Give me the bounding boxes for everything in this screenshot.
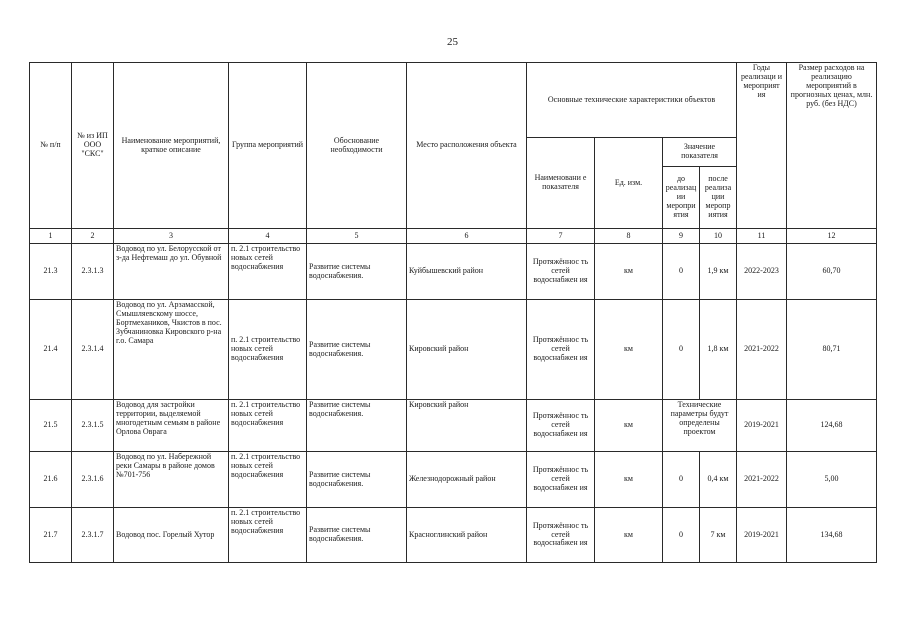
measure-name: Водовод по ул. Арзамасской, Смышляевскому шоссе, Бортмехаников, Чкистов в пос. Зубчаниновка Кировского р-на г.о. Самара — [114, 300, 229, 400]
measure-group: п. 2.1 строительство новых сетей водоснабжения — [229, 452, 307, 508]
value-before: 0 — [663, 244, 700, 300]
row-number: 21.7 — [30, 508, 72, 563]
years: 2019-2021 — [737, 508, 787, 563]
measure-name: Водовод по ул. Белорусской от з-да Нефтемаш до ул. Обувной — [114, 244, 229, 300]
ip-number: 2.3.1.3 — [72, 244, 114, 300]
value-before: 0 — [663, 452, 700, 508]
justification: Развитие системы водоснабжения. — [307, 452, 407, 508]
cost: 124,68 — [787, 400, 877, 452]
measure-name: Водовод по ул. Набережной реки Самары в районе домов №701-756 — [114, 452, 229, 508]
unit: км — [595, 452, 663, 508]
header-ip-number: № из ИП ООО "СКС" — [72, 63, 114, 229]
measure-group: п. 2.1 строительство новых сетей водоснабжения — [229, 300, 307, 400]
header-indicator-name: Наименовани е показателя — [527, 138, 595, 229]
indicator-name: Протяжённос ть сетей водоснабжен ия — [527, 244, 595, 300]
location: Железнодорожный район — [407, 452, 527, 508]
header-indicator-value: Значение показателя — [663, 138, 737, 167]
value-before: 0 — [663, 300, 700, 400]
column-number: 3 — [114, 229, 229, 244]
row-number: 21.6 — [30, 452, 72, 508]
table-row — [30, 508, 877, 563]
location: Кировский район — [407, 300, 527, 400]
ip-number: 2.3.1.6 — [72, 452, 114, 508]
unit: км — [595, 300, 663, 400]
header-value-after: после реализа ции меропр иятия — [700, 167, 737, 229]
unit: км — [595, 400, 663, 452]
location: Кировский район — [407, 400, 527, 452]
value-after: 1,9 км — [700, 244, 737, 300]
header-cost: Размер расходов на реализацию мероприятий в прогнозных ценах, млн. руб. (без НДС) — [787, 63, 877, 229]
row-number: 21.4 — [30, 300, 72, 400]
row-number: 21.5 — [30, 400, 72, 452]
header-unit: Ед. изм. — [595, 138, 663, 229]
table-row — [30, 400, 877, 452]
column-number: 10 — [700, 229, 737, 244]
years: 2021-2022 — [737, 300, 787, 400]
value-after: 1,8 км — [700, 300, 737, 400]
years: 2021-2022 — [737, 452, 787, 508]
column-number: 7 — [527, 229, 595, 244]
tech-params-note: Технические параметры будут определены проектом — [663, 400, 737, 452]
page-number: 25 — [447, 36, 458, 48]
ip-number: 2.3.1.4 — [72, 300, 114, 400]
header-years: Годы реализаци и мероприят ия — [737, 63, 787, 229]
row-number: 21.3 — [30, 244, 72, 300]
column-number-row — [30, 229, 877, 244]
justification: Развитие системы водоснабжения. — [307, 300, 407, 400]
column-number: 8 — [595, 229, 663, 244]
ip-number: 2.3.1.5 — [72, 400, 114, 452]
justification: Развитие системы водоснабжения. — [307, 400, 407, 452]
location: Куйбышевский район — [407, 244, 527, 300]
header-justification: Обоснование необходимости — [307, 63, 407, 229]
column-number: 5 — [307, 229, 407, 244]
column-number: 2 — [72, 229, 114, 244]
indicator-name: Протяжённос ть сетей водоснабжен ия — [527, 300, 595, 400]
cost: 80,71 — [787, 300, 877, 400]
justification: Развитие системы водоснабжения. — [307, 244, 407, 300]
table-row — [30, 244, 877, 300]
location: Красноглинский район — [407, 508, 527, 563]
header-measure-group: Группа мероприятий — [229, 63, 307, 229]
header-measure-name: Наименование мероприятий, краткое описание — [114, 63, 229, 229]
table-row — [30, 300, 877, 400]
column-number: 4 — [229, 229, 307, 244]
column-number: 12 — [787, 229, 877, 244]
indicator-name: Протяжённос ть сетей водоснабжен ия — [527, 508, 595, 563]
header-location: Место расположения объекта — [407, 63, 527, 229]
indicator-name: Протяжённос ть сетей водоснабжен ия — [527, 452, 595, 508]
table-row — [30, 452, 877, 508]
measure-name: Водовод пос. Горелый Хутор — [114, 508, 229, 563]
cost: 134,68 — [787, 508, 877, 563]
header-value-before: до реализац ии меропри ятия — [663, 167, 700, 229]
column-number: 6 — [407, 229, 527, 244]
ip-number: 2.3.1.7 — [72, 508, 114, 563]
indicator-name: Протяжённос ть сетей водоснабжен ия — [527, 400, 595, 452]
value-before: 0 — [663, 508, 700, 563]
header-row-number: № п/п — [30, 63, 72, 229]
unit: км — [595, 244, 663, 300]
header-tech-characteristics: Основные технические характеристики объектов — [527, 63, 737, 138]
column-number: 1 — [30, 229, 72, 244]
justification: Развитие системы водоснабжения. — [307, 508, 407, 563]
column-number: 9 — [663, 229, 700, 244]
cost: 5,00 — [787, 452, 877, 508]
measure-group: п. 2.1 строительство новых сетей водоснабжения — [229, 508, 307, 563]
years: 2019-2021 — [737, 400, 787, 452]
years: 2022-2023 — [737, 244, 787, 300]
measure-group: п. 2.1 строительство новых сетей водоснабжения — [229, 400, 307, 452]
column-number: 11 — [737, 229, 787, 244]
measure-group: п. 2.1 строительство новых сетей водоснабжения — [229, 244, 307, 300]
cost: 60,70 — [787, 244, 877, 300]
value-after: 0,4 км — [700, 452, 737, 508]
measure-name: Водовод для застройки территории, выделяемой многодетным семьям в районе Орлова Оврага — [114, 400, 229, 452]
investment-plan-table — [29, 62, 877, 563]
value-after: 7 км — [700, 508, 737, 563]
unit: км — [595, 508, 663, 563]
